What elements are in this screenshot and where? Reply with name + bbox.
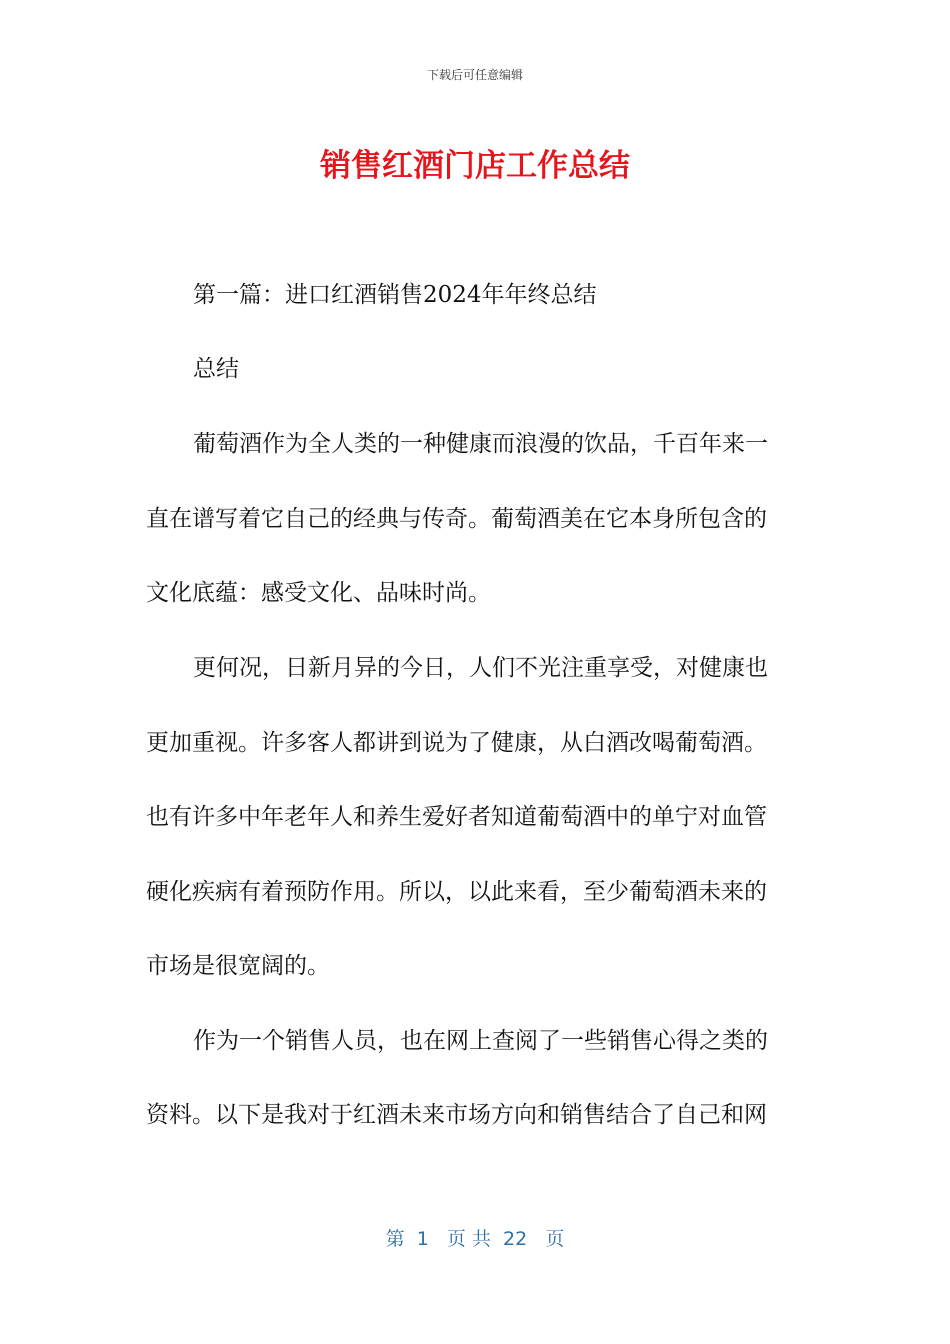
paragraph-line: 文化底蕴：感受文化、品味时尚。: [146, 580, 491, 606]
paragraph-line: 葡萄酒作为全人类的一种健康而浪漫的饮品，千百年来一: [193, 431, 768, 457]
document-title: 销售红酒门店工作总结: [320, 148, 630, 184]
paragraph-line: 作为一个销售人员，也在网上查阅了一些销售心得之类的: [193, 1028, 768, 1054]
paragraph-line: 资料。以下是我对于红酒未来市场方向和销售结合了自己和网: [146, 1102, 767, 1128]
paragraph-line: 更加重视。许多客人都讲到说为了健康，从白酒改喝葡萄酒。: [146, 730, 767, 756]
paragraph-line: 硬化疾病有着预防作用。所以，以此来看，至少葡萄酒未来的: [146, 879, 767, 905]
page-footer: 第 1 页 共 22 页: [385, 1228, 565, 1250]
header-note: 下载后可任意编辑: [426, 68, 523, 82]
paragraph-line: 更何况，日新月异的今日，人们不光注重享受，对健康也: [193, 655, 768, 681]
section-heading: 第一篇：进口红酒销售2024年年终总结: [193, 282, 597, 308]
paragraph-line: 也有许多中年老年人和养生爱好者知道葡萄酒中的单宁对血管: [146, 804, 767, 830]
paragraph-line: 直在谱写着它自己的经典与传奇。葡萄酒美在它本身所包含的: [146, 506, 767, 532]
paragraph-line: 市场是很宽阔的。: [146, 953, 330, 979]
subheading: 总结: [193, 356, 239, 382]
